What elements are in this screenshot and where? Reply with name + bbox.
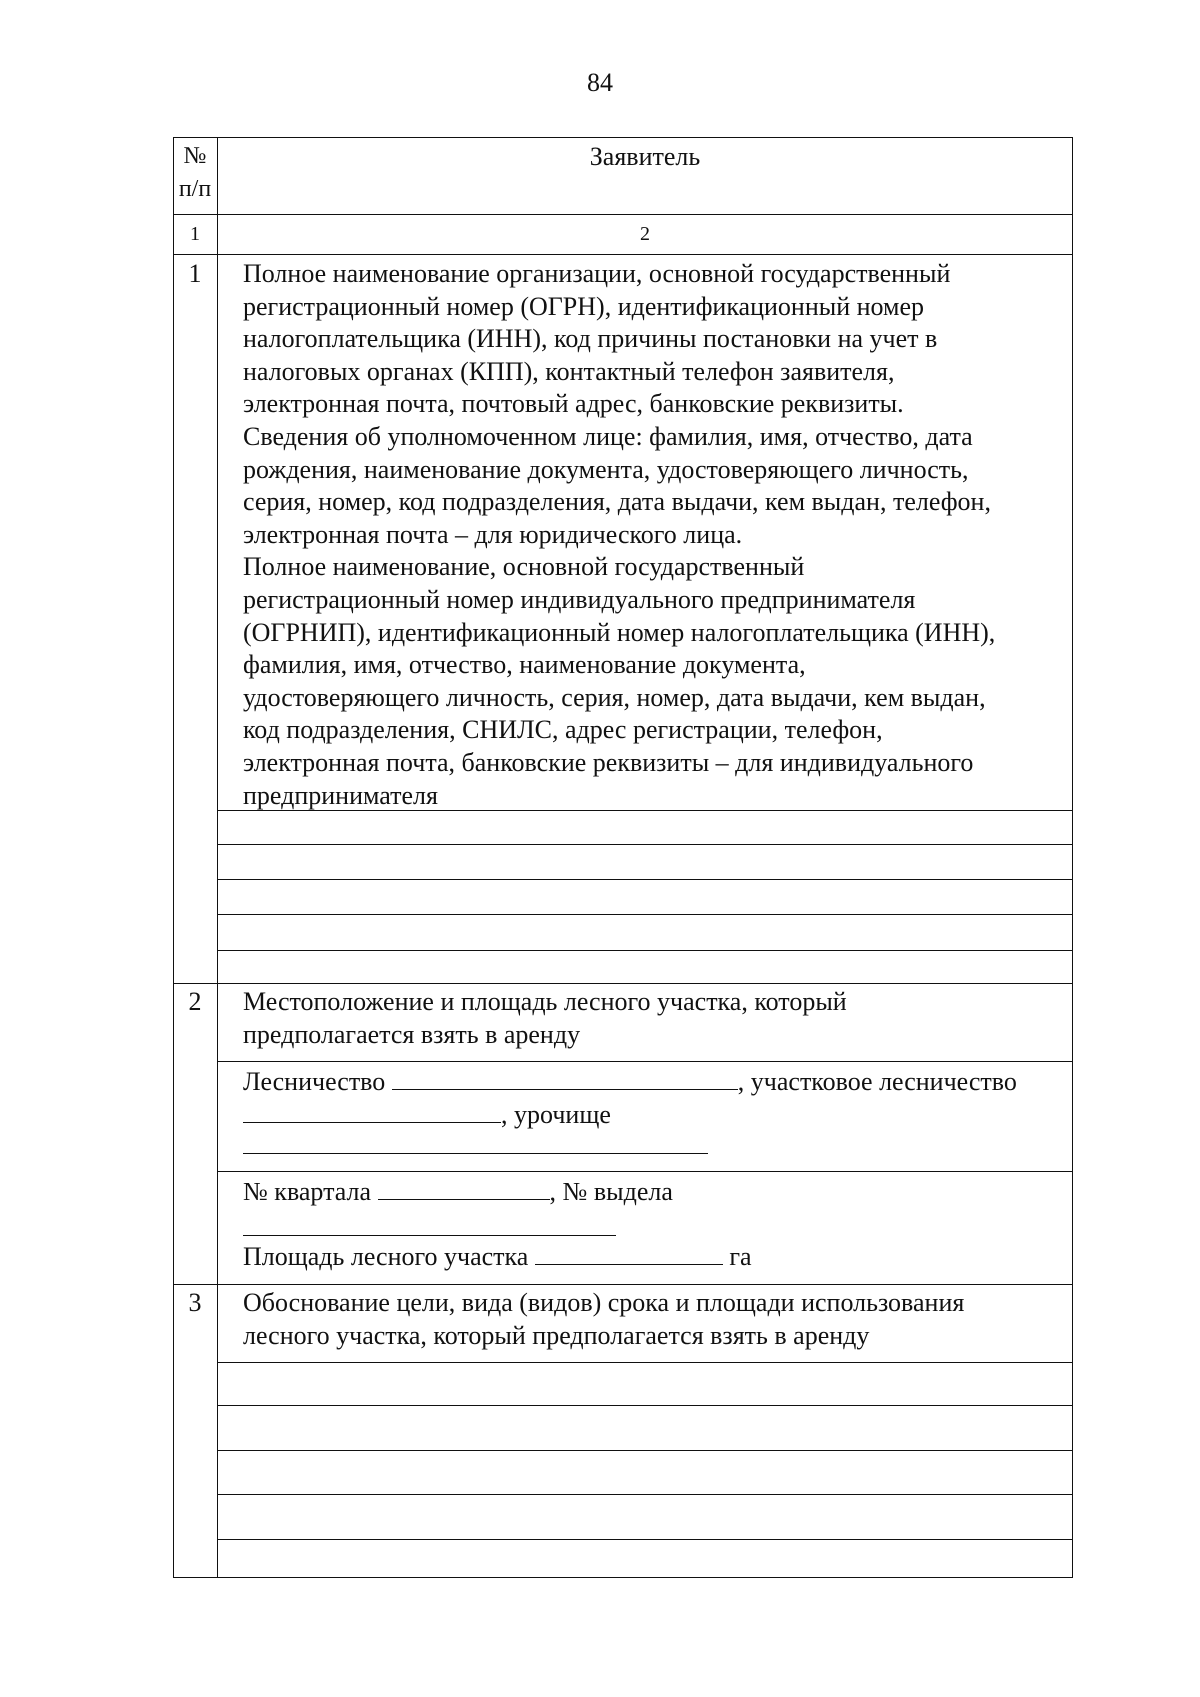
- page-number: 84: [587, 68, 613, 97]
- quarter-label: № квартала: [243, 1177, 372, 1206]
- tract-blank[interactable]: [243, 1153, 708, 1154]
- application-form-table: [173, 137, 1073, 1578]
- blank-row-line: [217, 1539, 1073, 1540]
- blank-row-line: [217, 914, 1073, 915]
- quarter-blank[interactable]: [378, 1174, 550, 1200]
- header-number-sign: №: [183, 143, 207, 169]
- row-separator: [173, 254, 1073, 255]
- column-number-1: 1: [190, 223, 200, 245]
- forestry-label: Лесничество: [243, 1067, 386, 1096]
- blank-row-line: [217, 950, 1073, 951]
- forestry-line: [243, 1064, 1017, 1099]
- table-border-bottom: [173, 1577, 1073, 1578]
- row-2-number: 2: [188, 987, 202, 1016]
- blank-row-line: [217, 879, 1073, 880]
- table-border-top: [173, 137, 1073, 138]
- district-forestry-label: , участковое лесничество: [737, 1067, 1017, 1096]
- subrow-separator: [217, 1171, 1073, 1172]
- district-forestry-blank[interactable]: [243, 1097, 501, 1123]
- blank-row-line: [217, 844, 1073, 845]
- allotment-label: , № выдела: [549, 1177, 673, 1206]
- area-blank[interactable]: [535, 1239, 723, 1265]
- forestry-blank[interactable]: [392, 1064, 738, 1090]
- row-1-number: 1: [188, 259, 202, 288]
- area-line: [243, 1239, 752, 1274]
- table-border-left: [173, 137, 174, 1578]
- header-applicant: Заявитель: [589, 142, 701, 171]
- row-separator: [173, 983, 1073, 984]
- blank-row-line: [217, 1362, 1073, 1363]
- row-2-text: Местоположение и площадь лесного участка, который предполагается взять в аренду: [243, 987, 847, 1049]
- header-number-cell: [173, 140, 217, 206]
- blank-row-line: [217, 1405, 1073, 1406]
- area-label: Площадь лесного участка: [243, 1242, 529, 1271]
- row-separator: [173, 214, 1073, 215]
- allotment-blank[interactable]: [243, 1235, 616, 1236]
- blank-row-line: [217, 1494, 1073, 1495]
- header-number-abbr: п/п: [178, 176, 212, 202]
- row-1-text: Полное наименование организации, основной государственный регистрационный номер (ОГРН), идентификационный номер налогоплательщика (ИНН), код причины постановки на учет в налоговых органах (КПП), контактный телефон заявителя, электронная почта, почтовый адрес, банковские реквизиты. Сведения об уполномоченном лице: фамилия, имя, отчество, дата рождения, наименование документа, удостоверяющего личность, серия, номер, код подразделения, дата выдачи, кем выдан, телефон, электронная почта – для юридического лица. Полное наименование, основной государственный регистрационный номер индивидуального предпринимателя (ОГРНИП), идентификационный номер налогоплательщика (ИНН), фамилия, имя, отчество, наименование документа, удостоверяющего личность, серия, номер, дата выдачи, кем выдан, код подразделения, СНИЛС, адрес регистрации, телефон, электронная почта, банковские реквизиты – для индивидуального предпринимателя: [243, 259, 996, 810]
- subrow-separator: [217, 1061, 1073, 1062]
- tract-label: , урочище: [501, 1100, 611, 1129]
- blank-row-line: [217, 1450, 1073, 1451]
- row-3-text: Обоснование цели, вида (видов) срока и площади использования лесного участка, который предполагается взять в аренду: [243, 1288, 965, 1350]
- row-3-number: 3: [188, 1288, 202, 1317]
- district-line: [243, 1097, 611, 1132]
- column-number-2: 2: [640, 223, 650, 245]
- area-unit: га: [729, 1242, 752, 1271]
- row-separator: [173, 1284, 1073, 1285]
- quarter-line: [243, 1174, 673, 1209]
